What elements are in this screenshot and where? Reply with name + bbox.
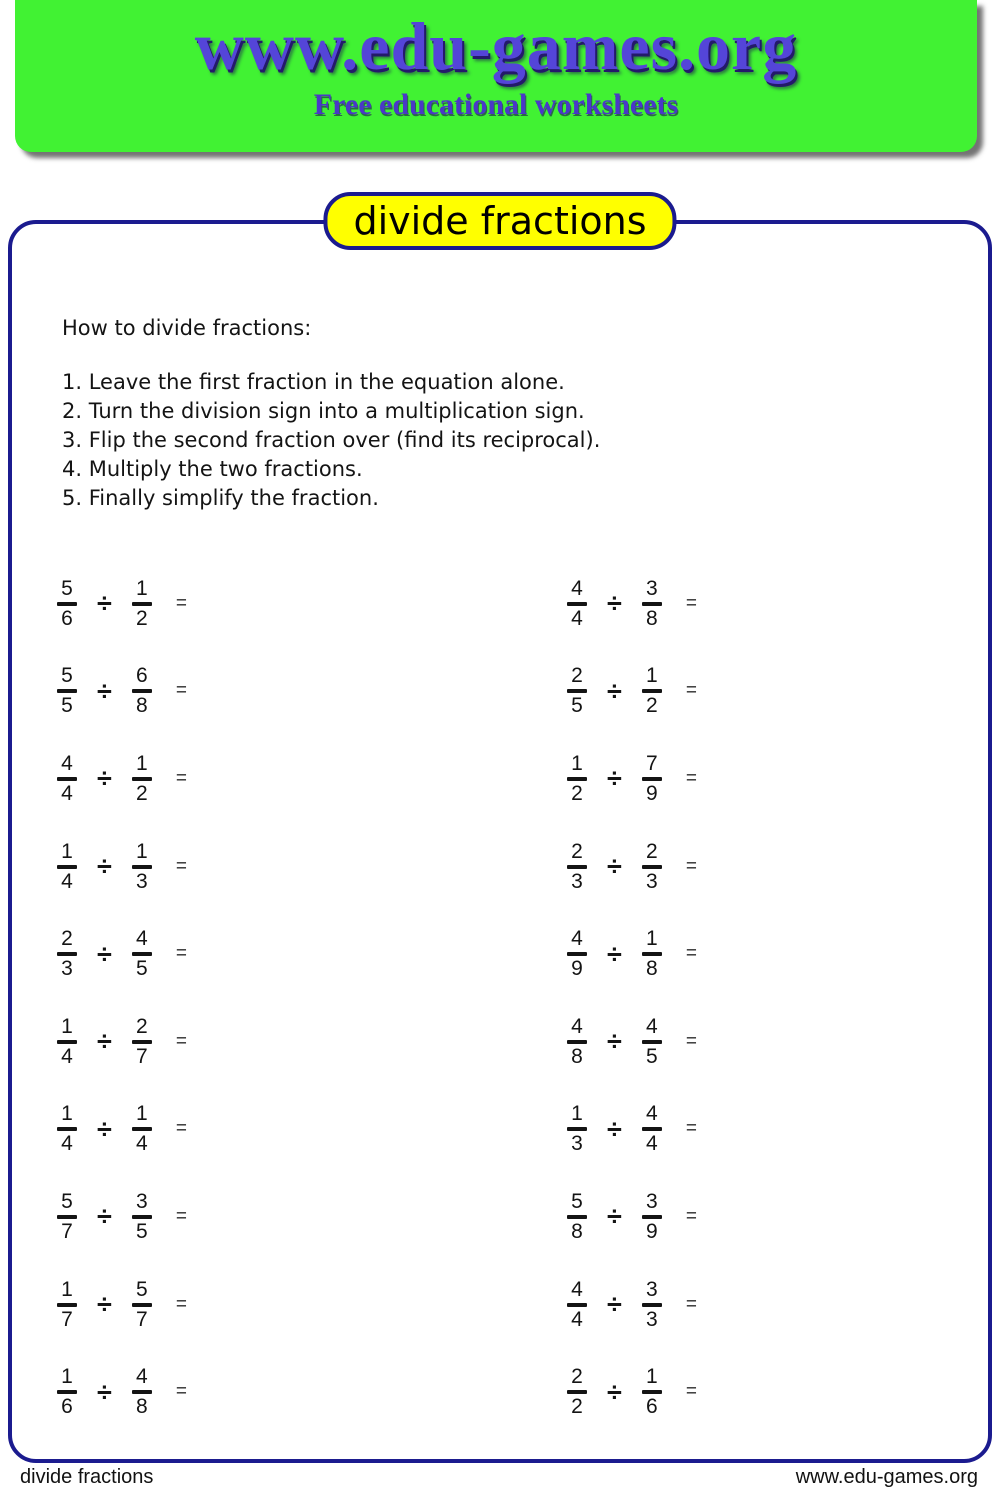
equals-sign: = — [175, 767, 187, 789]
numerator: 2 — [571, 664, 583, 688]
fraction-problem — [560, 823, 988, 911]
denominator: 8 — [645, 957, 658, 981]
numerator: 2 — [571, 1365, 583, 1389]
fraction-bar — [132, 1390, 152, 1394]
numerator: 1 — [61, 1014, 73, 1038]
fraction-bar — [567, 689, 587, 693]
fraction-bar — [132, 1040, 152, 1044]
fraction-problem — [560, 1348, 988, 1436]
fraction-divisor — [635, 666, 669, 716]
divide-sign-icon: ÷ — [607, 1289, 622, 1320]
fraction-dividend — [560, 576, 594, 630]
fraction-bar — [132, 689, 152, 693]
worksheet-title: divide fractions — [353, 199, 647, 243]
divide-sign-icon: ÷ — [97, 763, 112, 794]
denominator: 3 — [571, 869, 583, 893]
fraction-divisor — [635, 1014, 669, 1068]
numerator: 1 — [135, 576, 148, 600]
fraction-problem — [50, 910, 500, 998]
divide-sign-icon: ÷ — [97, 588, 112, 619]
divide-sign-icon: ÷ — [607, 851, 622, 882]
fraction-dividend — [50, 839, 84, 893]
denominator: 4 — [645, 1132, 658, 1156]
fraction-divisor — [125, 1104, 159, 1154]
fraction-divisor — [635, 1367, 669, 1417]
numerator: 4 — [571, 1277, 583, 1301]
fraction-bar — [57, 1390, 77, 1394]
denominator: 4 — [571, 606, 583, 630]
equals-sign: = — [175, 1030, 187, 1052]
site-banner — [15, 0, 977, 152]
fraction-bar — [57, 602, 77, 606]
instruction-step: 4. Multiply the two fractions. — [62, 457, 363, 481]
denominator: 9 — [571, 957, 583, 981]
fraction-problem — [560, 998, 988, 1086]
footer-site-url: www.edu-games.org — [795, 1466, 978, 1488]
fraction-problem — [560, 910, 988, 998]
denominator: 2 — [571, 1395, 583, 1419]
divide-sign-icon: ÷ — [97, 675, 112, 706]
fraction-bar — [57, 1215, 77, 1219]
denominator: 5 — [135, 957, 148, 981]
fraction-problem — [50, 998, 500, 1086]
fraction-divisor — [635, 1104, 669, 1154]
numerator: 6 — [135, 664, 148, 688]
fraction-divisor — [125, 929, 159, 979]
fraction-bar — [57, 952, 77, 956]
divide-sign-icon: ÷ — [607, 1113, 622, 1144]
fraction-bar — [132, 865, 152, 869]
denominator: 3 — [135, 869, 148, 893]
numerator: 1 — [61, 1102, 73, 1126]
divide-sign-icon: ÷ — [97, 1289, 112, 1320]
numerator: 2 — [645, 839, 658, 863]
denominator: 5 — [135, 1219, 148, 1243]
fraction-problem — [50, 823, 500, 911]
numerator: 3 — [135, 1189, 148, 1213]
numerator: 5 — [61, 1189, 73, 1213]
denominator: 2 — [135, 606, 148, 630]
denominator: 6 — [61, 606, 73, 630]
equals-sign: = — [175, 1118, 187, 1140]
denominator: 6 — [645, 1395, 658, 1419]
fraction-problem — [560, 735, 988, 823]
fraction-dividend — [50, 1277, 84, 1331]
instruction-steps — [62, 368, 988, 513]
equals-sign: = — [685, 855, 697, 877]
equals-sign: = — [685, 592, 697, 614]
fraction-dividend — [50, 1104, 84, 1154]
fraction-dividend — [50, 666, 84, 716]
divide-sign-icon: ÷ — [607, 675, 622, 706]
numerator: 1 — [645, 664, 658, 688]
fraction-dividend — [50, 576, 84, 630]
numerator: 4 — [135, 927, 148, 951]
instruction-step: 5. Finally simplify the fraction. — [62, 486, 379, 510]
divide-sign-icon: ÷ — [607, 938, 622, 969]
fraction-dividend — [560, 666, 594, 716]
fraction-divisor — [125, 576, 159, 630]
fraction-bar — [132, 1127, 152, 1131]
instruction-step: 3. Flip the second fraction over (find its reciprocal). — [62, 428, 601, 452]
denominator: 8 — [645, 606, 658, 630]
divide-sign-icon: ÷ — [97, 851, 112, 882]
denominator: 8 — [135, 694, 148, 718]
equals-sign: = — [685, 1381, 697, 1403]
fraction-dividend — [560, 839, 594, 893]
numerator: 3 — [645, 576, 658, 600]
denominator: 8 — [571, 1044, 583, 1068]
fraction-dividend — [560, 1189, 594, 1243]
denominator: 9 — [645, 1219, 658, 1243]
numerator: 1 — [61, 1277, 73, 1301]
numerator: 1 — [61, 1365, 73, 1389]
fraction-bar — [567, 952, 587, 956]
fraction-bar — [642, 1040, 662, 1044]
worksheet-body — [8, 220, 992, 1463]
fraction-divisor — [125, 1014, 159, 1068]
fraction-bar — [57, 865, 77, 869]
fraction-divisor — [125, 1277, 159, 1331]
numerator: 4 — [571, 1014, 583, 1038]
denominator: 4 — [61, 869, 73, 893]
fraction-problem — [560, 648, 988, 736]
fraction-problem — [50, 1173, 500, 1261]
fraction-problem — [50, 1261, 500, 1349]
fraction-dividend — [50, 1014, 84, 1068]
equals-sign: = — [685, 943, 697, 965]
numerator: 4 — [135, 1365, 148, 1389]
fraction-problem — [560, 1173, 988, 1261]
denominator: 3 — [645, 869, 658, 893]
denominator: 9 — [645, 781, 658, 805]
fraction-divisor — [635, 576, 669, 630]
fraction-bar — [132, 1215, 152, 1219]
equals-sign: = — [685, 1205, 697, 1227]
footer-worksheet-name: divide fractions — [20, 1466, 154, 1488]
denominator: 7 — [135, 1307, 148, 1331]
numerator: 2 — [571, 839, 583, 863]
numerator: 4 — [571, 576, 583, 600]
site-title: www.edu-games.org — [194, 8, 798, 84]
fraction-bar — [132, 602, 152, 606]
fraction-divisor — [125, 666, 159, 716]
equals-sign: = — [175, 1381, 187, 1403]
denominator: 7 — [61, 1219, 73, 1243]
equals-sign: = — [175, 1205, 187, 1227]
fraction-bar — [567, 1390, 587, 1394]
equals-sign: = — [685, 1293, 697, 1315]
fraction-divisor — [635, 1189, 669, 1243]
fraction-dividend — [560, 1367, 594, 1417]
fraction-bar — [567, 602, 587, 606]
fraction-problem — [560, 1261, 988, 1349]
problems-grid — [12, 560, 988, 1436]
problems-column-left — [12, 560, 500, 1436]
howto-heading: How to divide fractions: — [62, 316, 312, 340]
denominator: 7 — [135, 1044, 148, 1068]
equals-sign: = — [685, 680, 697, 702]
fraction-dividend — [560, 1277, 594, 1331]
denominator: 4 — [571, 1307, 583, 1331]
divide-sign-icon: ÷ — [607, 1376, 622, 1407]
divide-sign-icon: ÷ — [607, 763, 622, 794]
fraction-divisor — [125, 839, 159, 893]
equals-sign: = — [175, 680, 187, 702]
fraction-bar — [642, 777, 662, 781]
fraction-bar — [642, 689, 662, 693]
divide-sign-icon: ÷ — [97, 938, 112, 969]
fraction-bar — [642, 1390, 662, 1394]
numerator: 1 — [645, 1365, 658, 1389]
fraction-bar — [642, 1303, 662, 1307]
equals-sign: = — [175, 943, 187, 965]
denominator: 4 — [61, 1044, 73, 1068]
numerator: 1 — [135, 839, 148, 863]
denominator: 5 — [645, 1044, 658, 1068]
numerator: 3 — [645, 1189, 658, 1213]
fraction-bar — [567, 1127, 587, 1131]
fraction-divisor — [635, 751, 669, 805]
equals-sign: = — [685, 767, 697, 789]
fraction-divisor — [635, 929, 669, 979]
divide-sign-icon: ÷ — [607, 588, 622, 619]
fraction-bar — [642, 865, 662, 869]
fraction-divisor — [125, 751, 159, 805]
fraction-bar — [642, 952, 662, 956]
denominator: 4 — [61, 781, 73, 805]
fraction-dividend — [560, 929, 594, 979]
denominator: 6 — [61, 1395, 73, 1419]
fraction-bar — [642, 1127, 662, 1131]
equals-sign: = — [685, 1118, 697, 1140]
fraction-dividend — [560, 1104, 594, 1154]
fraction-divisor — [125, 1189, 159, 1243]
fraction-problem — [50, 648, 500, 736]
fraction-bar — [567, 1215, 587, 1219]
fraction-bar — [57, 1303, 77, 1307]
divide-sign-icon: ÷ — [607, 1026, 622, 1057]
fraction-bar — [642, 602, 662, 606]
fraction-bar — [132, 777, 152, 781]
numerator: 5 — [571, 1189, 583, 1213]
numerator: 1 — [61, 839, 73, 863]
denominator: 4 — [61, 1132, 73, 1156]
instruction-step: 2. Turn the division sign into a multiplication sign. — [62, 399, 585, 423]
numerator: 3 — [645, 1277, 658, 1301]
numerator: 4 — [645, 1014, 658, 1038]
fraction-bar — [57, 1127, 77, 1131]
fraction-bar — [57, 777, 77, 781]
fraction-bar — [57, 1040, 77, 1044]
fraction-bar — [567, 1040, 587, 1044]
denominator: 4 — [135, 1132, 148, 1156]
fraction-problem — [50, 1086, 500, 1174]
fraction-dividend — [50, 1189, 84, 1243]
fraction-divisor — [125, 1367, 159, 1417]
fraction-bar — [567, 777, 587, 781]
fraction-dividend — [560, 1014, 594, 1068]
equals-sign: = — [175, 1293, 187, 1315]
fraction-bar — [132, 952, 152, 956]
fraction-divisor — [635, 839, 669, 893]
fraction-bar — [57, 689, 77, 693]
divide-sign-icon: ÷ — [607, 1201, 622, 1232]
divide-sign-icon: ÷ — [97, 1113, 112, 1144]
numerator: 4 — [571, 927, 583, 951]
fraction-dividend — [560, 751, 594, 805]
fraction-divisor — [635, 1277, 669, 1331]
fraction-dividend — [50, 1367, 84, 1417]
denominator: 5 — [571, 694, 583, 718]
numerator: 5 — [61, 664, 73, 688]
page-footer — [20, 1466, 978, 1489]
numerator: 1 — [135, 751, 148, 775]
fraction-problem — [560, 1086, 988, 1174]
divide-sign-icon: ÷ — [97, 1201, 112, 1232]
numerator: 7 — [645, 751, 658, 775]
site-tagline: Free educational worksheets — [313, 88, 679, 121]
fraction-dividend — [50, 929, 84, 979]
numerator: 4 — [645, 1102, 658, 1126]
numerator: 4 — [61, 751, 73, 775]
numerator: 1 — [571, 1102, 583, 1126]
numerator: 5 — [135, 1277, 148, 1301]
fraction-problem — [560, 560, 988, 648]
denominator: 2 — [645, 694, 658, 718]
denominator: 5 — [61, 694, 73, 718]
numerator: 1 — [135, 1102, 148, 1126]
numerator: 2 — [135, 1014, 148, 1038]
denominator: 2 — [135, 781, 148, 805]
denominator: 8 — [135, 1395, 148, 1419]
fraction-problem — [50, 1348, 500, 1436]
numerator: 1 — [571, 751, 583, 775]
denominator: 3 — [61, 957, 73, 981]
denominator: 2 — [571, 781, 583, 805]
denominator: 8 — [571, 1219, 583, 1243]
problems-column-right — [500, 560, 988, 1436]
denominator: 3 — [571, 1132, 583, 1156]
divide-sign-icon: ÷ — [97, 1376, 112, 1407]
fraction-bar — [567, 1303, 587, 1307]
fraction-problem — [50, 560, 500, 648]
equals-sign: = — [175, 855, 187, 877]
fraction-bar — [132, 1303, 152, 1307]
equals-sign: = — [175, 592, 187, 614]
worksheet-title-badge — [323, 192, 676, 250]
divide-sign-icon: ÷ — [97, 1026, 112, 1057]
fraction-problem — [50, 735, 500, 823]
numerator: 2 — [61, 927, 73, 951]
numerator: 1 — [645, 927, 658, 951]
fraction-bar — [642, 1215, 662, 1219]
fraction-bar — [567, 865, 587, 869]
denominator: 3 — [645, 1307, 658, 1331]
instruction-step: 1. Leave the first fraction in the equation alone. — [62, 370, 565, 394]
equals-sign: = — [685, 1030, 697, 1052]
numerator: 5 — [61, 576, 73, 600]
denominator: 7 — [61, 1307, 73, 1331]
fraction-dividend — [50, 751, 84, 805]
